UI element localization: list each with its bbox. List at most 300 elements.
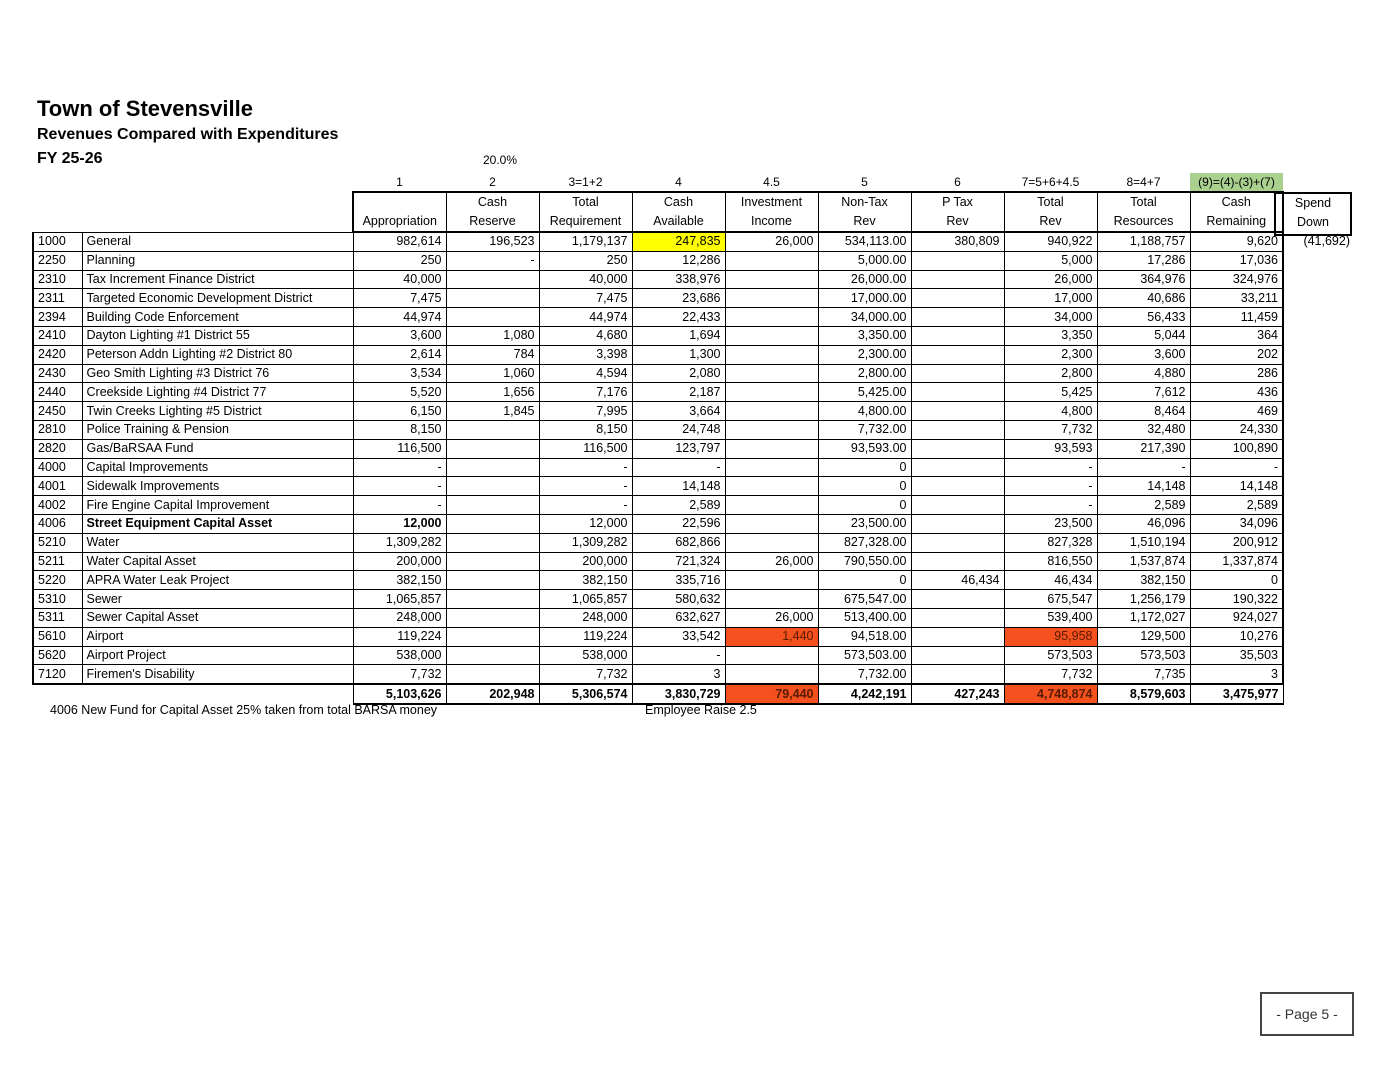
table-cell xyxy=(725,590,818,609)
column-number: 5 xyxy=(861,174,868,189)
table-cell: 2,589 xyxy=(632,496,725,515)
table-cell: 675,547 xyxy=(1004,590,1097,609)
column-header-bottom: Reserve xyxy=(446,212,539,232)
table-cell: 3,350 xyxy=(1004,326,1097,345)
table-cell xyxy=(725,364,818,383)
table-cell: 534,113.00 xyxy=(818,232,911,251)
fund-name: Airport xyxy=(82,627,353,646)
table-row xyxy=(33,571,1283,590)
table-cell xyxy=(725,420,818,439)
table-cell: 1,309,282 xyxy=(353,533,446,552)
table-cell: 94,518.00 xyxy=(818,627,911,646)
table-cell xyxy=(446,477,539,496)
column-number: (9)=(4)-(3)+(7) xyxy=(1190,173,1283,192)
column-header-top: Cash xyxy=(446,192,539,212)
table-cell: 1,337,874 xyxy=(1190,552,1283,571)
table-cell: 382,150 xyxy=(353,571,446,590)
fund-code: 5211 xyxy=(33,552,82,571)
fund-code: 1000 xyxy=(33,232,82,251)
table-cell: 9,620 xyxy=(1190,232,1283,251)
table-cell: 338,976 xyxy=(632,270,725,289)
total-cell: 8,579,603 xyxy=(1097,684,1190,704)
table-cell: - xyxy=(1097,458,1190,477)
table-cell: 1,537,874 xyxy=(1097,552,1190,571)
fund-name: Water xyxy=(82,533,353,552)
table-cell: 7,732 xyxy=(1004,665,1097,684)
table-cell: 12,286 xyxy=(632,251,725,270)
table-cell: 1,440 xyxy=(725,627,818,646)
table-cell: 40,686 xyxy=(1097,289,1190,308)
fund-code: 4006 xyxy=(33,514,82,533)
table-cell: 10,276 xyxy=(1190,627,1283,646)
fund-code: 4002 xyxy=(33,496,82,515)
table-cell xyxy=(446,514,539,533)
table-cell: 56,433 xyxy=(1097,308,1190,327)
table-cell: 513,400.00 xyxy=(818,608,911,627)
table-cell: 123,797 xyxy=(632,439,725,458)
fund-name: General xyxy=(82,232,353,251)
table-cell xyxy=(446,289,539,308)
table-cell: 7,732 xyxy=(1004,420,1097,439)
table-row xyxy=(33,420,1283,439)
table-cell: 44,974 xyxy=(539,308,632,327)
table-cell: 539,400 xyxy=(1004,608,1097,627)
table-cell xyxy=(446,308,539,327)
column-number: 7=5+6+4.5 xyxy=(1021,174,1080,189)
column-header-bottom: Available xyxy=(632,212,725,232)
column-header-top: Total xyxy=(1097,192,1190,212)
table-cell: 5,520 xyxy=(353,383,446,402)
table-row xyxy=(33,345,1283,364)
table-cell xyxy=(911,627,1004,646)
table-cell: 573,503 xyxy=(1004,646,1097,665)
table-cell: 7,475 xyxy=(353,289,446,308)
table-cell xyxy=(911,458,1004,477)
fund-name: Capital Improvements xyxy=(82,458,353,477)
table-cell: 26,000 xyxy=(725,232,818,251)
table-cell: 7,735 xyxy=(1097,665,1190,684)
table-row xyxy=(33,514,1283,533)
table-cell: 573,503 xyxy=(1097,646,1190,665)
table-cell: 34,096 xyxy=(1190,514,1283,533)
column-header-bottom: Rev xyxy=(1004,212,1097,232)
table-cell xyxy=(725,289,818,308)
table-row xyxy=(33,270,1283,289)
table-cell xyxy=(911,665,1004,684)
column-header-bottom: Income xyxy=(725,212,818,232)
header-row-2 xyxy=(33,212,1283,232)
table-cell: 14,148 xyxy=(632,477,725,496)
table-cell: 247,835 xyxy=(632,232,725,251)
fund-code: 2410 xyxy=(33,326,82,345)
fund-code: 5610 xyxy=(33,627,82,646)
table-cell xyxy=(911,270,1004,289)
table-cell: 5,000 xyxy=(1004,251,1097,270)
column-header-top: P Tax xyxy=(911,192,1004,212)
fund-name: Creekside Lighting #4 District 77 xyxy=(82,383,353,402)
total-cell: 202,948 xyxy=(446,684,539,704)
table-cell: 129,500 xyxy=(1097,627,1190,646)
table-cell xyxy=(725,402,818,421)
page-title: Town of Stevensville xyxy=(37,96,253,121)
table-row xyxy=(33,665,1283,684)
table-row xyxy=(33,402,1283,421)
table-cell xyxy=(911,364,1004,383)
fund-code: 4001 xyxy=(33,477,82,496)
fund-code: 2440 xyxy=(33,383,82,402)
table-cell: 7,732.00 xyxy=(818,665,911,684)
table-cell: 1,656 xyxy=(446,383,539,402)
table-cell: 2,080 xyxy=(632,364,725,383)
table-cell xyxy=(911,646,1004,665)
table-cell xyxy=(446,439,539,458)
footnote-text: New Fund for Capital Asset 25% taken from total BARSA money xyxy=(81,703,438,717)
fund-code: 5220 xyxy=(33,571,82,590)
table-cell: - xyxy=(353,477,446,496)
table-row xyxy=(33,646,1283,665)
table-row xyxy=(33,439,1283,458)
table-row xyxy=(33,496,1283,515)
column-header-top xyxy=(353,192,446,212)
table-cell: 1,694 xyxy=(632,326,725,345)
table-cell xyxy=(446,608,539,627)
fund-code: 2430 xyxy=(33,364,82,383)
table-cell: 100,890 xyxy=(1190,439,1283,458)
table-cell: 4,800.00 xyxy=(818,402,911,421)
fund-name: Targeted Economic Development District xyxy=(82,289,353,308)
column-header-bottom: Appropriation xyxy=(353,212,446,232)
table-cell: 0 xyxy=(818,458,911,477)
table-cell xyxy=(911,477,1004,496)
fund-name: Gas/BaRSAA Fund xyxy=(82,439,353,458)
table-cell: 17,000.00 xyxy=(818,289,911,308)
table-cell: 2,589 xyxy=(1190,496,1283,515)
spend-down-line1: Spend xyxy=(1294,196,1332,210)
table-row xyxy=(33,232,1283,251)
table-cell: 12,000 xyxy=(539,514,632,533)
table-row xyxy=(33,552,1283,571)
table-cell: 7,995 xyxy=(539,402,632,421)
table-cell: 721,324 xyxy=(632,552,725,571)
table-cell: 1,065,857 xyxy=(353,590,446,609)
table-cell: 924,027 xyxy=(1190,608,1283,627)
table-cell: 14,148 xyxy=(1097,477,1190,496)
table-cell: - xyxy=(353,458,446,477)
table-cell: 1,256,179 xyxy=(1097,590,1190,609)
table-cell: 46,434 xyxy=(911,571,1004,590)
table-cell: 982,614 xyxy=(353,232,446,251)
table-cell: 8,150 xyxy=(539,420,632,439)
table-cell xyxy=(446,627,539,646)
table-cell: 1,060 xyxy=(446,364,539,383)
table-cell: - xyxy=(1190,458,1283,477)
table-cell: 34,000.00 xyxy=(818,308,911,327)
table-cell: 116,500 xyxy=(539,439,632,458)
column-header-top: Total xyxy=(1004,192,1097,212)
fund-code: 2820 xyxy=(33,439,82,458)
table-cell: 335,716 xyxy=(632,571,725,590)
fund-name: Sewer xyxy=(82,590,353,609)
table-cell: 1,510,194 xyxy=(1097,533,1190,552)
table-cell: 324,976 xyxy=(1190,270,1283,289)
table-cell xyxy=(446,270,539,289)
table-cell: 4,594 xyxy=(539,364,632,383)
table-cell xyxy=(446,571,539,590)
table-cell: 5,425.00 xyxy=(818,383,911,402)
table-cell: 26,000 xyxy=(725,608,818,627)
total-cell: 5,103,626 xyxy=(353,684,446,704)
table-cell: 0 xyxy=(818,477,911,496)
table-cell xyxy=(911,608,1004,627)
table-cell: 8,150 xyxy=(353,420,446,439)
table-cell: - xyxy=(1004,458,1097,477)
fund-code: 2311 xyxy=(33,289,82,308)
fund-name: Airport Project xyxy=(82,646,353,665)
table-cell xyxy=(725,571,818,590)
table-cell: 2,800 xyxy=(1004,364,1097,383)
table-cell: 3,600 xyxy=(353,326,446,345)
table-cell: 46,096 xyxy=(1097,514,1190,533)
table-cell: 469 xyxy=(1190,402,1283,421)
table-cell: 675,547.00 xyxy=(818,590,911,609)
fund-name: Building Code Enforcement xyxy=(82,308,353,327)
table-cell: - xyxy=(1004,496,1097,515)
column-header-bottom: Resources xyxy=(1097,212,1190,232)
table-cell: 538,000 xyxy=(353,646,446,665)
table-cell: 4,680 xyxy=(539,326,632,345)
table-cell: 7,612 xyxy=(1097,383,1190,402)
table-cell: 7,732 xyxy=(539,665,632,684)
table-cell: 24,330 xyxy=(1190,420,1283,439)
table-cell: 2,614 xyxy=(353,345,446,364)
table-cell xyxy=(725,646,818,665)
table-cell xyxy=(725,308,818,327)
table-cell: 17,286 xyxy=(1097,251,1190,270)
table-cell: 1,188,757 xyxy=(1097,232,1190,251)
table-cell: 538,000 xyxy=(539,646,632,665)
table-cell xyxy=(725,270,818,289)
column-header-bottom: Rev xyxy=(818,212,911,232)
footnote xyxy=(50,703,437,717)
total-cell: 3,830,729 xyxy=(632,684,725,704)
table-cell: 26,000 xyxy=(1004,270,1097,289)
total-cell: 3,475,977 xyxy=(1190,684,1283,704)
table-cell xyxy=(725,665,818,684)
total-cell: 4,748,874 xyxy=(1004,684,1097,704)
table-cell: 26,000.00 xyxy=(818,270,911,289)
column-number: 1 xyxy=(396,174,403,189)
table-cell xyxy=(911,552,1004,571)
fund-name: Tax Increment Finance District xyxy=(82,270,353,289)
table-cell: 632,627 xyxy=(632,608,725,627)
table-cell: 816,550 xyxy=(1004,552,1097,571)
table-cell: 7,732.00 xyxy=(818,420,911,439)
table-cell: 382,150 xyxy=(539,571,632,590)
table-cell: 3,350.00 xyxy=(818,326,911,345)
table-row xyxy=(33,364,1283,383)
table-cell: 3,664 xyxy=(632,402,725,421)
fund-code: 2420 xyxy=(33,345,82,364)
table-cell: 2,187 xyxy=(632,383,725,402)
table-cell: 12,000 xyxy=(353,514,446,533)
fund-name: Planning xyxy=(82,251,353,270)
table-cell: - xyxy=(1004,477,1097,496)
fund-code: 2250 xyxy=(33,251,82,270)
table-cell xyxy=(446,420,539,439)
table-cell: 1,179,137 xyxy=(539,232,632,251)
table-cell xyxy=(911,326,1004,345)
fund-code: 7120 xyxy=(33,665,82,684)
table-cell: 7,475 xyxy=(539,289,632,308)
table-cell: 436 xyxy=(1190,383,1283,402)
fund-name: Dayton Lighting #1 District 55 xyxy=(82,326,353,345)
table-cell: 248,000 xyxy=(353,608,446,627)
table-cell: 200,000 xyxy=(539,552,632,571)
table-cell xyxy=(911,308,1004,327)
budget-table xyxy=(32,173,1284,705)
fund-name: Peterson Addn Lighting #2 District 80 xyxy=(82,345,353,364)
table-cell: 7,732 xyxy=(353,665,446,684)
table-cell xyxy=(725,496,818,515)
table-cell xyxy=(446,496,539,515)
table-cell: - xyxy=(632,646,725,665)
column-header-bottom: Requirement xyxy=(539,212,632,232)
column-number: 2 xyxy=(489,174,496,189)
table-cell: 5,044 xyxy=(1097,326,1190,345)
table-cell: 34,000 xyxy=(1004,308,1097,327)
footnote-raise: Employee Raise 2.5 xyxy=(645,703,757,717)
table-cell: 196,523 xyxy=(446,232,539,251)
spend-down-header xyxy=(1274,192,1352,236)
table-cell xyxy=(911,514,1004,533)
fund-name: APRA Water Leak Project xyxy=(82,571,353,590)
table-cell: 119,224 xyxy=(353,627,446,646)
table-cell: 2,300 xyxy=(1004,345,1097,364)
table-cell xyxy=(725,326,818,345)
table-cell xyxy=(911,345,1004,364)
column-header-bottom: Rev xyxy=(911,212,1004,232)
table-cell: 217,390 xyxy=(1097,439,1190,458)
total-cell: 5,306,574 xyxy=(539,684,632,704)
table-cell: 22,433 xyxy=(632,308,725,327)
table-cell: 17,036 xyxy=(1190,251,1283,270)
table-row xyxy=(33,477,1283,496)
table-cell xyxy=(446,665,539,684)
table-cell: 1,309,282 xyxy=(539,533,632,552)
table-cell: 250 xyxy=(539,251,632,270)
table-cell: 790,550.00 xyxy=(818,552,911,571)
table-cell: 382,150 xyxy=(1097,571,1190,590)
table-cell: 4,880 xyxy=(1097,364,1190,383)
table-cell xyxy=(725,251,818,270)
table-cell: 0 xyxy=(818,496,911,515)
totals-row xyxy=(33,684,1283,704)
table-cell: 580,632 xyxy=(632,590,725,609)
fund-code: 4000 xyxy=(33,458,82,477)
table-cell xyxy=(725,345,818,364)
table-cell xyxy=(446,552,539,571)
table-cell xyxy=(446,590,539,609)
fiscal-year: FY 25-26 xyxy=(37,150,103,167)
table-cell: 23,500 xyxy=(1004,514,1097,533)
table-row xyxy=(33,627,1283,646)
column-header-top: Total xyxy=(539,192,632,212)
table-cell xyxy=(911,383,1004,402)
table-cell xyxy=(446,646,539,665)
table-cell: 200,912 xyxy=(1190,533,1283,552)
table-cell: 364,976 xyxy=(1097,270,1190,289)
table-cell: 1,065,857 xyxy=(539,590,632,609)
fund-name: Fire Engine Capital Improvement xyxy=(82,496,353,515)
table-cell: 190,322 xyxy=(1190,590,1283,609)
fund-code: 2394 xyxy=(33,308,82,327)
fund-code: 5311 xyxy=(33,608,82,627)
total-cell: 79,440 xyxy=(725,684,818,704)
table-cell: 573,503.00 xyxy=(818,646,911,665)
table-cell: 0 xyxy=(1190,571,1283,590)
table-cell: 24,748 xyxy=(632,420,725,439)
table-cell: 35,503 xyxy=(1190,646,1283,665)
table-cell: 1,300 xyxy=(632,345,725,364)
table-row xyxy=(33,251,1283,270)
table-cell xyxy=(911,402,1004,421)
table-cell xyxy=(911,439,1004,458)
table-cell: 380,809 xyxy=(911,232,1004,251)
table-row xyxy=(33,458,1283,477)
column-number: 8=4+7 xyxy=(1126,174,1161,189)
table-cell: 286 xyxy=(1190,364,1283,383)
table-cell: - xyxy=(539,458,632,477)
table-cell xyxy=(446,458,539,477)
table-cell: - xyxy=(539,477,632,496)
table-cell: 11,459 xyxy=(1190,308,1283,327)
table-cell xyxy=(911,590,1004,609)
fund-code: 5210 xyxy=(33,533,82,552)
table-cell: 93,593 xyxy=(1004,439,1097,458)
fund-code: 5310 xyxy=(33,590,82,609)
table-cell: 14,148 xyxy=(1190,477,1283,496)
table-cell: - xyxy=(446,251,539,270)
column-number: 6 xyxy=(954,174,961,189)
table-cell: 2,300.00 xyxy=(818,345,911,364)
table-cell: 17,000 xyxy=(1004,289,1097,308)
table-cell: 5,425 xyxy=(1004,383,1097,402)
table-cell: 1,080 xyxy=(446,326,539,345)
table-cell: 7,176 xyxy=(539,383,632,402)
table-cell: 940,922 xyxy=(1004,232,1097,251)
column-number: 4.5 xyxy=(763,174,780,189)
table-cell: 23,686 xyxy=(632,289,725,308)
fund-name: Geo Smith Lighting #3 District 76 xyxy=(82,364,353,383)
column-header-top: Non-Tax xyxy=(818,192,911,212)
table-cell: 46,434 xyxy=(1004,571,1097,590)
page-number: - Page 5 - xyxy=(1260,992,1354,1036)
table-cell: 2,800.00 xyxy=(818,364,911,383)
table-cell: 22,596 xyxy=(632,514,725,533)
table-cell: - xyxy=(632,458,725,477)
table-cell: 682,866 xyxy=(632,533,725,552)
fund-name: Police Training & Pension xyxy=(82,420,353,439)
column-number: 3=1+2 xyxy=(568,174,603,189)
table-row xyxy=(33,326,1283,345)
table-cell: 95,958 xyxy=(1004,627,1097,646)
fund-name: Sewer Capital Asset xyxy=(82,608,353,627)
table-cell: 6,150 xyxy=(353,402,446,421)
column-number: 4 xyxy=(675,174,682,189)
spend-down-value: (41,692) xyxy=(1303,234,1350,248)
table-cell xyxy=(446,533,539,552)
table-cell: - xyxy=(353,496,446,515)
